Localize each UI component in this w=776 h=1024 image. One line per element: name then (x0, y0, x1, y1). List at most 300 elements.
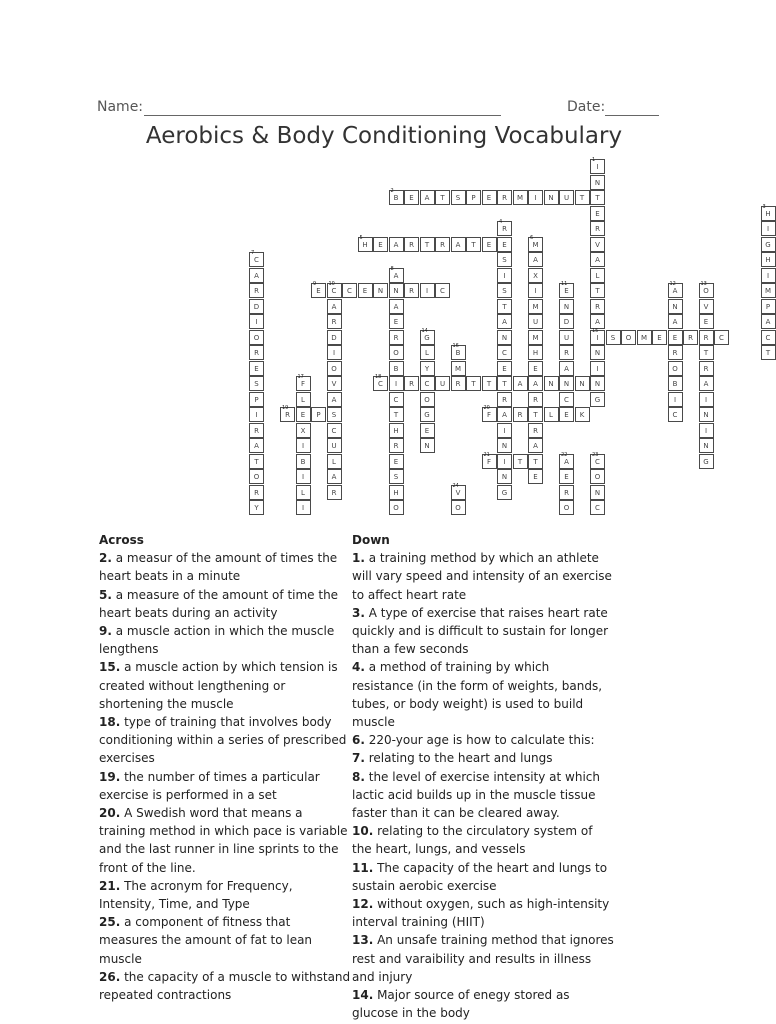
crossword-cell[interactable] (327, 376, 342, 391)
crossword-cell[interactable] (280, 407, 295, 422)
crossword-cell[interactable] (590, 190, 605, 205)
crossword-cell[interactable] (637, 330, 652, 345)
crossword-cell[interactable] (389, 407, 404, 422)
crossword-cell[interactable] (327, 314, 342, 329)
clue-number: 7. (352, 751, 365, 766)
cell-letter: I (503, 271, 506, 280)
cell-letter: C (440, 287, 445, 295)
crossword-cell[interactable] (668, 299, 683, 314)
crossword-cell[interactable] (358, 283, 373, 298)
crossword-cell[interactable] (699, 392, 714, 407)
crossword-cell[interactable] (559, 407, 574, 422)
crossword-cell[interactable] (590, 345, 605, 360)
crossword-cell[interactable] (389, 299, 404, 314)
crossword-cell[interactable] (497, 330, 512, 345)
crossword-cell[interactable] (327, 330, 342, 345)
cell-letter: E (564, 287, 569, 295)
cell-letter: S (331, 411, 337, 419)
clue-text: type of training that involves body conditioning within a series of prescribed exercises (99, 715, 347, 766)
crossword-cell[interactable] (389, 485, 404, 500)
crossword-cell[interactable] (668, 361, 683, 376)
down-clue (352, 895, 614, 931)
crossword-cell[interactable] (249, 268, 264, 283)
cell-letter: K (579, 411, 585, 419)
crossword-cell[interactable] (249, 407, 264, 422)
crossword-cell[interactable] (559, 500, 574, 515)
cell-letter: R (564, 488, 569, 497)
crossword-cell[interactable] (296, 454, 311, 469)
cell-letter: A (331, 473, 337, 481)
crossword-cell[interactable] (590, 376, 605, 391)
crossword-cell[interactable] (590, 221, 605, 236)
crossword-cell[interactable] (544, 407, 559, 422)
crossword-cell[interactable] (327, 485, 342, 500)
crossword-cell[interactable] (389, 454, 404, 469)
cell-letter: R (254, 287, 259, 295)
crossword-cell[interactable] (451, 237, 466, 252)
crossword-cell[interactable] (249, 438, 264, 453)
crossword-cell[interactable] (249, 392, 264, 407)
crossword-cell[interactable] (575, 190, 590, 205)
crossword-cell[interactable] (389, 190, 404, 205)
crossword-cell[interactable] (420, 407, 435, 422)
crossword-cell[interactable] (528, 454, 543, 469)
crossword-cell[interactable] (327, 423, 342, 438)
cell-letter: G (424, 333, 430, 342)
across-clue (99, 658, 351, 713)
across-clue (99, 877, 351, 913)
crossword-cell[interactable] (575, 407, 590, 422)
crossword-cell[interactable] (590, 268, 605, 283)
crossword-cell[interactable] (420, 283, 435, 298)
crossword-cell[interactable] (373, 376, 388, 391)
crossword-cell[interactable] (327, 407, 342, 422)
crossword-cell[interactable] (404, 376, 419, 391)
crossword-cell[interactable] (497, 237, 512, 252)
cell-letter: A (703, 380, 709, 388)
crossword-cell[interactable] (327, 361, 342, 376)
crossword-cell[interactable] (404, 237, 419, 252)
crossword-cell[interactable] (497, 407, 512, 422)
crossword-cell[interactable] (699, 423, 714, 438)
cell-letter: V (331, 380, 337, 388)
across-clues (99, 531, 351, 1004)
cell-letter: A (533, 380, 538, 388)
crossword-cell[interactable] (389, 283, 404, 298)
cell-letter: C (254, 256, 259, 264)
crossword-cell[interactable] (451, 345, 466, 360)
cell-letter: G (765, 240, 771, 249)
crossword-cell[interactable] (249, 469, 264, 484)
crossword-cell[interactable] (389, 423, 404, 438)
cell-letter: A (424, 194, 430, 202)
crossword-cell[interactable] (513, 376, 528, 391)
crossword-cell[interactable] (249, 283, 264, 298)
crossword-cell[interactable] (761, 268, 776, 283)
clue-number: 4. (352, 660, 365, 675)
crossword-cell[interactable] (296, 376, 311, 391)
crossword-cell[interactable] (559, 299, 574, 314)
cell-letter: E (486, 194, 492, 202)
crossword-cell[interactable] (497, 438, 512, 453)
crossword-cell[interactable] (559, 361, 574, 376)
crossword-cell[interactable] (296, 485, 311, 500)
clue-text: relating to the heart and lungs (364, 751, 553, 766)
crossword-cell[interactable] (497, 190, 512, 205)
cell-number: 21 (483, 451, 490, 458)
crossword-cell[interactable] (668, 330, 683, 345)
crossword-cell[interactable] (575, 376, 590, 391)
crossword-cell[interactable] (358, 234, 373, 252)
cell-letter: R (595, 302, 600, 311)
crossword-cell[interactable] (590, 206, 605, 221)
crossword-cell[interactable] (513, 454, 528, 469)
crossword-cell[interactable] (559, 376, 574, 391)
crossword-cell[interactable] (668, 376, 683, 391)
crossword-cell[interactable] (420, 361, 435, 376)
crossword-cell[interactable] (249, 500, 264, 515)
crossword-cell[interactable] (389, 361, 404, 376)
crossword-cell[interactable] (559, 283, 574, 298)
cell-letter: E (595, 209, 600, 218)
crossword-cell[interactable] (559, 469, 574, 484)
crossword-cell[interactable] (699, 314, 714, 329)
cell-letter: R (393, 333, 399, 342)
crossword-cell[interactable] (451, 190, 466, 205)
crossword-cell[interactable] (482, 190, 497, 205)
cell-letter: E (533, 473, 538, 481)
crossword-cell[interactable] (559, 392, 574, 407)
crossword-cell[interactable] (389, 392, 404, 407)
crossword-cell[interactable] (466, 376, 481, 391)
clue-text: The capacity of the heart and lungs to sustain aerobic exercise (352, 860, 608, 893)
crossword-cell[interactable] (528, 438, 543, 453)
crossword-cell[interactable] (435, 376, 450, 391)
crossword-cell[interactable] (528, 234, 543, 252)
crossword-cell[interactable] (249, 361, 264, 376)
crossword-cell[interactable] (435, 283, 450, 298)
cell-letter: A (393, 271, 399, 280)
crossword-cell[interactable] (559, 330, 574, 345)
crossword-cell[interactable] (389, 500, 404, 515)
crossword-cell[interactable] (528, 345, 543, 360)
crossword-cell[interactable] (249, 376, 264, 391)
crossword-cell[interactable] (296, 500, 311, 515)
across-clue (99, 768, 351, 804)
crossword-cell[interactable] (528, 376, 543, 391)
crossword-cell[interactable] (668, 345, 683, 360)
cell-letter: T (533, 457, 538, 466)
crossword-cell[interactable] (699, 376, 714, 391)
clue-number: 20. (99, 806, 121, 821)
crossword-cell[interactable] (528, 268, 543, 283)
cell-letter: C (595, 457, 600, 466)
crossword-cell[interactable] (528, 314, 543, 329)
cell-letter: A (331, 302, 337, 311)
cell-letter: T (471, 380, 476, 388)
crossword-cell[interactable] (389, 438, 404, 453)
crossword-cell[interactable] (497, 252, 512, 267)
crossword-cell[interactable] (404, 190, 419, 205)
crossword-cell[interactable] (466, 237, 481, 252)
crossword-cell[interactable] (389, 469, 404, 484)
cell-letter: N (377, 287, 384, 295)
cell-letter: T (486, 380, 492, 388)
crossword-cell[interactable] (249, 252, 264, 267)
across-clue (99, 549, 351, 585)
crossword-cell[interactable] (420, 438, 435, 453)
crossword-cell[interactable] (559, 190, 574, 205)
crossword-cell[interactable] (761, 252, 776, 267)
cell-letter: X (533, 271, 538, 280)
crossword-cell[interactable] (528, 423, 543, 438)
crossword-cell[interactable] (761, 283, 776, 298)
cell-letter: A (502, 411, 507, 419)
crossword-cell[interactable] (420, 392, 435, 407)
crossword-cell[interactable] (420, 327, 435, 345)
crossword-cell[interactable] (296, 423, 311, 438)
crossword-cell[interactable] (389, 376, 404, 391)
crossword-cell[interactable] (249, 423, 264, 438)
cell-number: 6 (530, 234, 534, 241)
crossword-cell[interactable] (590, 485, 605, 500)
crossword-cell[interactable] (559, 314, 574, 329)
cell-letter: L (425, 349, 429, 357)
down-clue (352, 822, 614, 858)
cell-letter: O (703, 287, 709, 295)
crossword-cell[interactable] (528, 407, 543, 422)
crossword-cell[interactable] (699, 345, 714, 360)
cell-letter: C (765, 333, 771, 342)
cell-letter: R (254, 349, 259, 357)
crossword-cell[interactable] (497, 454, 512, 469)
cell-letter: A (595, 318, 600, 326)
crossword-cell[interactable] (482, 376, 497, 391)
crossword-cell[interactable] (590, 500, 605, 515)
crossword-cell[interactable] (311, 283, 326, 298)
crossword-cell[interactable] (668, 407, 683, 422)
crossword-cell[interactable] (327, 283, 342, 298)
crossword-cell[interactable] (761, 330, 776, 345)
crossword-cell[interactable] (327, 345, 342, 360)
crossword-cell[interactable] (761, 237, 776, 252)
crossword-cell[interactable] (528, 190, 543, 205)
crossword-cell[interactable] (513, 407, 528, 422)
crossword-cell[interactable] (590, 299, 605, 314)
crossword-cell[interactable] (699, 361, 714, 376)
crossword-cell[interactable] (497, 376, 512, 391)
cell-letter: R (703, 364, 709, 373)
crossword-cell[interactable] (420, 423, 435, 438)
crossword-cell[interactable] (699, 299, 714, 314)
crossword-cell[interactable] (590, 252, 605, 267)
crossword-cell[interactable] (296, 407, 311, 422)
crossword-cell[interactable] (761, 221, 776, 236)
crossword-cell[interactable] (528, 330, 543, 345)
crossword-cell[interactable] (590, 159, 605, 174)
crossword-cell[interactable] (544, 190, 559, 205)
crossword-cell[interactable] (699, 454, 714, 469)
crossword-cell[interactable] (311, 407, 326, 422)
crossword-cell[interactable] (296, 438, 311, 453)
cell-letter: N (501, 333, 508, 342)
cell-letter: E (486, 240, 492, 249)
crossword-cell[interactable] (497, 469, 512, 484)
crossword-cell[interactable] (373, 237, 388, 252)
cell-letter: G (703, 457, 709, 466)
crossword-cell[interactable] (528, 361, 543, 376)
name-blank-line[interactable] (144, 115, 501, 116)
crossword-cell[interactable] (621, 330, 636, 345)
crossword-cell[interactable] (451, 376, 466, 391)
down-clue (352, 604, 614, 659)
crossword-cell[interactable] (699, 438, 714, 453)
cell-number: 15 (592, 327, 599, 334)
crossword-cell[interactable] (559, 451, 574, 469)
cell-letter: N (548, 380, 554, 388)
clue-number: 8. (352, 769, 365, 784)
cell-letter: T (424, 240, 430, 249)
cell-letter: R (502, 225, 507, 233)
crossword-cell[interactable] (513, 190, 528, 205)
crossword-cell[interactable] (327, 299, 342, 314)
crossword-cell[interactable] (249, 330, 264, 345)
crossword-cell[interactable] (699, 283, 714, 298)
crossword-cell[interactable] (761, 314, 776, 329)
crossword-cell[interactable] (497, 392, 512, 407)
crossword-cell[interactable] (590, 175, 605, 190)
crossword-cell[interactable] (761, 345, 776, 360)
crossword-cell[interactable] (714, 330, 729, 345)
crossword-cell[interactable] (497, 423, 512, 438)
clue-text: the level of exercise intensity at which lactic acid builds up in the muscle tissue faster than it can be cleared away. (352, 769, 600, 821)
crossword-cell[interactable] (249, 485, 264, 500)
crossword-cell[interactable] (590, 237, 605, 252)
cell-number: 7 (251, 250, 255, 256)
crossword-cell[interactable] (528, 283, 543, 298)
crossword-cell[interactable] (482, 237, 497, 252)
crossword-cell[interactable] (249, 454, 264, 469)
crossword-cell[interactable] (482, 407, 497, 422)
crossword-cell[interactable] (590, 327, 605, 345)
crossword-cell[interactable] (404, 283, 419, 298)
crossword-cell[interactable] (249, 345, 264, 360)
crossword-cell[interactable] (699, 330, 714, 345)
crossword-cell[interactable] (559, 485, 574, 500)
crossword-cell[interactable] (497, 314, 512, 329)
crossword-cell[interactable] (528, 252, 543, 267)
cell-letter: E (300, 411, 306, 419)
cell-letter: L (301, 395, 305, 404)
crossword-cell[interactable] (590, 283, 605, 298)
cell-letter: I (394, 380, 398, 388)
crossword-cell[interactable] (497, 345, 512, 360)
cell-letter: R (703, 333, 709, 342)
crossword-cell[interactable] (590, 392, 605, 407)
crossword-cell[interactable] (528, 392, 543, 407)
crossword-cell[interactable] (420, 345, 435, 360)
crossword-cell[interactable] (420, 190, 435, 205)
clue-number: 12. (352, 897, 374, 912)
crossword-cell[interactable] (389, 330, 404, 345)
crossword-cell[interactable] (497, 485, 512, 500)
crossword-cell[interactable] (296, 392, 311, 407)
crossword-cell[interactable] (420, 237, 435, 252)
crossword-cell[interactable] (466, 190, 481, 205)
crossword-cell[interactable] (389, 237, 404, 252)
crossword-cell[interactable] (420, 376, 435, 391)
cell-letter: T (579, 194, 585, 202)
crossword-cell[interactable] (652, 330, 667, 345)
crossword-cell[interactable] (249, 299, 264, 314)
cell-letter: N (579, 380, 585, 388)
crossword-cell[interactable] (327, 438, 342, 453)
crossword-cell[interactable] (389, 265, 404, 283)
clue-text: A type of exercise that raises heart rate quickly and is difficult to sustain for longer than a few seconds (352, 605, 609, 657)
crossword-cell[interactable] (497, 221, 512, 236)
crossword-cell[interactable] (389, 314, 404, 329)
date-blank-line[interactable] (605, 115, 659, 116)
crossword-cell[interactable] (497, 283, 512, 298)
cell-letter: D (331, 333, 337, 342)
cell-letter: R (533, 426, 538, 435)
crossword-cell[interactable] (497, 268, 512, 283)
cell-letter: E (657, 333, 662, 342)
clue-number: 2. (99, 551, 112, 566)
crossword-cell[interactable] (497, 361, 512, 376)
crossword-cell[interactable] (528, 299, 543, 314)
crossword-cell[interactable] (668, 283, 683, 298)
across-clue-list (99, 549, 351, 1004)
crossword-cell[interactable] (296, 469, 311, 484)
crossword-cell[interactable] (342, 283, 357, 298)
crossword-cell[interactable] (699, 407, 714, 422)
crossword-cell[interactable] (590, 469, 605, 484)
crossword-cell[interactable] (373, 283, 388, 298)
crossword-cell[interactable] (451, 500, 466, 515)
crossword-cell[interactable] (761, 203, 776, 221)
crossword-cell[interactable] (451, 482, 466, 500)
crossword-cell[interactable] (668, 392, 683, 407)
crossword-cell[interactable] (528, 469, 543, 484)
crossword-cell[interactable] (327, 392, 342, 407)
crossword-cell[interactable] (451, 361, 466, 376)
crossword-cell[interactable] (482, 451, 497, 469)
crossword-cell[interactable] (606, 330, 621, 345)
crossword-cell[interactable] (761, 299, 776, 314)
cell-letter: R (254, 426, 259, 435)
crossword-cell[interactable] (559, 345, 574, 360)
cell-letter: E (502, 364, 507, 373)
crossword-cell[interactable] (327, 454, 342, 469)
crossword-cell[interactable] (497, 299, 512, 314)
crossword-cell[interactable] (249, 314, 264, 329)
cell-letter: O (672, 364, 678, 373)
crossword-cell[interactable] (683, 330, 698, 345)
crossword-cell[interactable] (327, 469, 342, 484)
crossword-cell[interactable] (590, 361, 605, 376)
cell-number: 12 (669, 281, 676, 287)
crossword-cell[interactable] (389, 345, 404, 360)
cell-letter: E (672, 333, 678, 342)
crossword-cell[interactable] (668, 314, 683, 329)
cell-letter: I (425, 287, 429, 295)
crossword-cell[interactable] (435, 190, 450, 205)
cell-letter: O (455, 504, 461, 512)
crossword-cell[interactable] (544, 376, 559, 391)
crossword-cell[interactable] (435, 237, 450, 252)
crossword-cell[interactable] (590, 451, 605, 469)
